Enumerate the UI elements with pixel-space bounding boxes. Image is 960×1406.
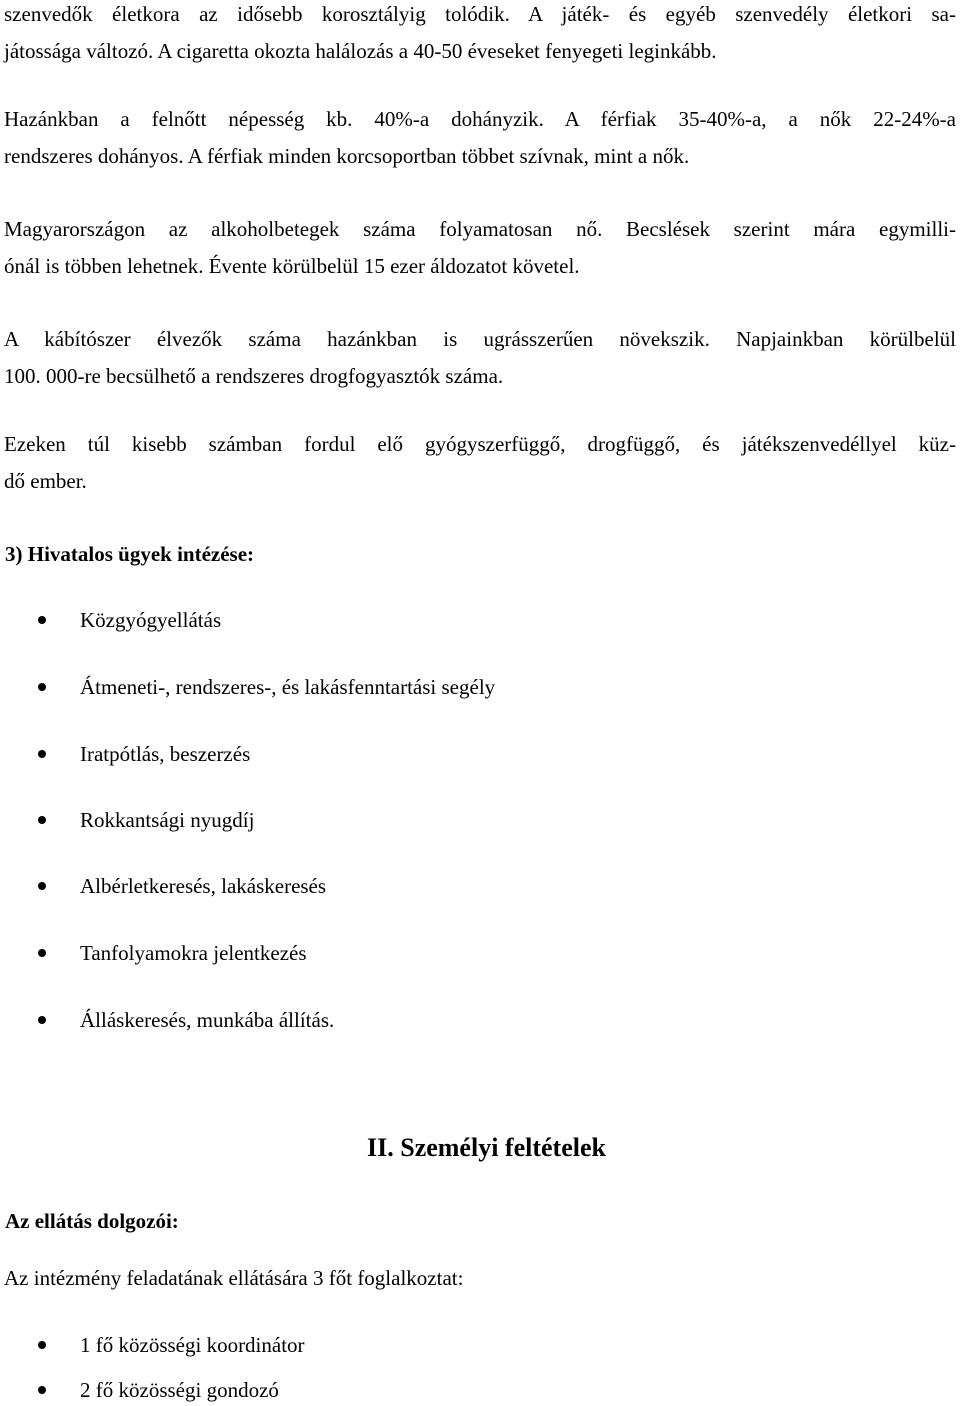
paragraph-drugs [4,321,956,395]
paragraph-line: Magyarországon az alkoholbetegek száma folyamatosan nő. Becslések szerint mára egymilli- [4,217,956,241]
bullet-icon [38,616,46,624]
paragraph-other-addictions [4,426,956,500]
paragraph-line: A kábítószer élvezők száma hazánkban is ugrásszerűen növekszik. Napjainkban körülbelül [4,327,956,351]
bullet-icon [38,1386,46,1394]
paragraph-addiction-age [4,0,956,70]
paragraph-line: rendszeres dohányos. A férfiak minden korcsoportban többet szívnak, mint a nők. [4,144,690,168]
list-item [0,672,900,702]
paragraph-line: Ezeken túl kisebb számban fordul elő gyógyszerfüggő, drogfüggő, és játékszenvedéllyel küz- [4,432,956,456]
list-item [0,739,900,769]
paragraph-line: 100. 000-re becsülhető a rendszeres drogfogyasztók száma. [4,364,504,388]
bullet-icon [38,1016,46,1024]
list-item-text: Átmeneti-, rendszeres-, és lakásfenntartási segély [80,675,496,699]
list-item-text: 2 fő közösségi gondozó [80,1378,279,1402]
bullet-icon [38,949,46,957]
list-item [0,1005,900,1035]
staff-intro [4,1260,956,1297]
list-item [0,938,900,968]
list-item-text: 1 fő közösségi koordinátor [80,1333,305,1357]
list-item-text: Albérletkeresés, lakáskeresés [80,874,327,898]
paragraph-line: szenvedők életkora az idősebb korosztályig tolódik. A játék- és egyéb szenvedély életkori sa- [4,2,956,26]
paragraph-line: Hazánkban a felnőtt népesség kb. 40%-a dohányzik. A férfiak 35-40%-a, a nők 22-24%-a [4,107,956,131]
list-item-text: Rokkantsági nyugdíj [80,808,255,832]
official-matters-heading: 3) Hivatalos ügyek intézése: [5,542,255,566]
list-item [0,605,900,635]
bullet-icon [38,816,46,824]
bullet-icon [38,882,46,890]
paragraph-smoking [4,101,956,175]
paragraph-line: játossága változó. A cigaretta okozta halálozás a 40-50 éveseket fenyegeti leginkább. [4,39,717,63]
list-item [0,1375,900,1405]
list-item-text: Álláskeresés, munkába állítás. [80,1008,335,1032]
list-item [0,871,900,901]
bullet-icon [38,750,46,758]
paragraph-alcohol [4,211,956,285]
list-item-text: Tanfolyamokra jelentkezés [80,941,307,965]
staff-intro-text: Az intézmény feladatának ellátására 3 főt foglalkoztat: [4,1266,464,1290]
list-item-text: Közgyógyellátás [80,608,222,632]
paragraph-line: dő ember. [4,469,87,493]
paragraph-line: ónál is többen lehetnek. Évente körülbelül 15 ezer áldozatot követel. [4,254,580,278]
bullet-icon [38,1341,46,1349]
list-item [0,805,900,835]
section-title: II. Személyi feltételek [367,1133,606,1162]
list-item-text: Iratpótlás, beszerzés [80,742,251,766]
staff-heading: Az ellátás dolgozói: [5,1209,179,1233]
bullet-icon [38,683,46,691]
list-item [0,1330,900,1360]
